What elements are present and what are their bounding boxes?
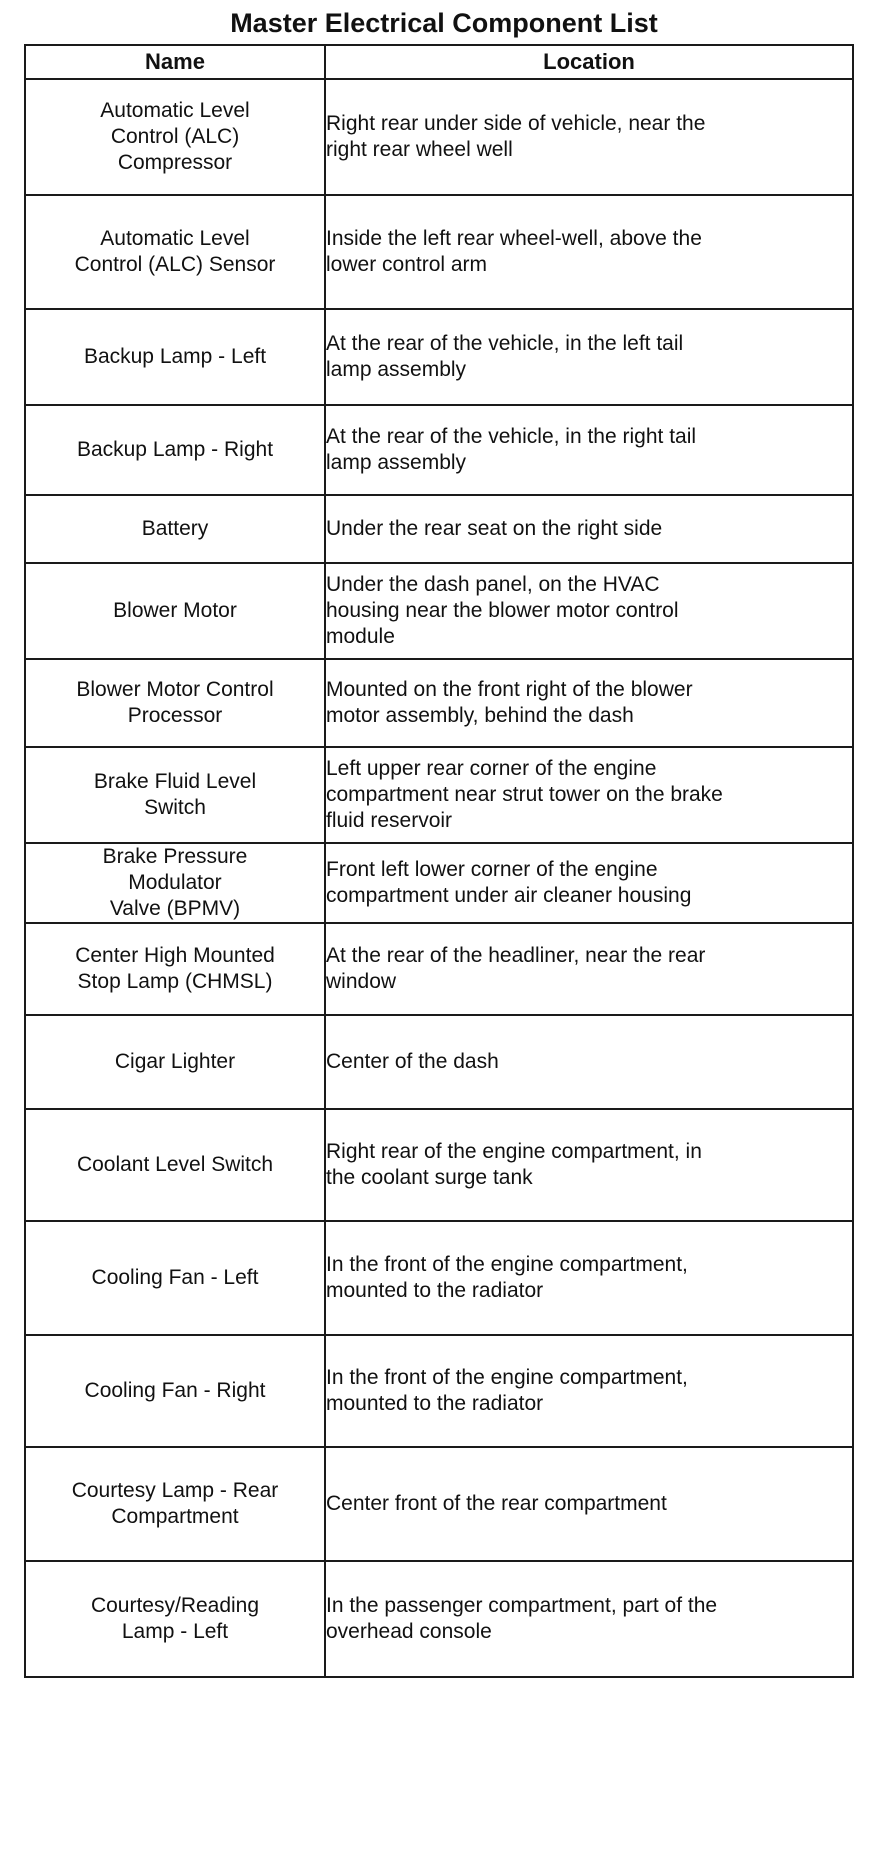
component-location: In the front of the engine compartment, mounted to the radiator <box>325 1335 853 1447</box>
component-name: Battery <box>25 495 325 563</box>
component-name: Coolant Level Switch <box>25 1109 325 1221</box>
column-header-name: Name <box>25 45 325 79</box>
table-row <box>25 1335 853 1447</box>
table-row <box>25 1561 853 1677</box>
component-location: In the passenger compartment, part of the overhead console <box>325 1561 853 1677</box>
component-name: Cigar Lighter <box>25 1015 325 1109</box>
component-location: Front left lower corner of the engine compartment under air cleaner housing <box>325 843 853 923</box>
component-location: Mounted on the front right of the blower motor assembly, behind the dash <box>325 659 853 747</box>
component-location: Center front of the rear compartment <box>325 1447 853 1561</box>
table-row <box>25 563 853 659</box>
column-header-location: Location <box>325 45 853 79</box>
component-name: Automatic Level Control (ALC) Compressor <box>25 79 325 195</box>
table-row <box>25 495 853 563</box>
component-name: Backup Lamp - Left <box>25 309 325 405</box>
table-row <box>25 79 853 195</box>
table-row <box>25 405 853 495</box>
component-name: Blower Motor Control Processor <box>25 659 325 747</box>
component-location: At the rear of the vehicle, in the left tail lamp assembly <box>325 309 853 405</box>
table-row <box>25 195 853 309</box>
component-table <box>24 44 854 1678</box>
page-title: Master Electrical Component List <box>230 8 658 38</box>
component-location: Under the rear seat on the right side <box>325 495 853 563</box>
table-row <box>25 747 853 843</box>
table-body <box>25 79 853 1677</box>
component-name: Cooling Fan - Right <box>25 1335 325 1447</box>
component-location: At the rear of the vehicle, in the right tail lamp assembly <box>325 405 853 495</box>
component-name: Courtesy Lamp - Rear Compartment <box>25 1447 325 1561</box>
component-name: Brake Fluid Level Switch <box>25 747 325 843</box>
component-name: Center High Mounted Stop Lamp (CHMSL) <box>25 923 325 1015</box>
component-location: Left upper rear corner of the engine compartment near strut tower on the brake fluid reservoir <box>325 747 853 843</box>
table-row <box>25 659 853 747</box>
table-row <box>25 843 853 923</box>
component-location: Inside the left rear wheel-well, above the lower control arm <box>325 195 853 309</box>
component-location: Right rear under side of vehicle, near the right rear wheel well <box>325 79 853 195</box>
component-name: Cooling Fan - Left <box>25 1221 325 1335</box>
component-location: Under the dash panel, on the HVAC housing near the blower motor control module <box>325 563 853 659</box>
table-header-row <box>25 45 853 79</box>
component-name: Automatic Level Control (ALC) Sensor <box>25 195 325 309</box>
component-location: In the front of the engine compartment, mounted to the radiator <box>325 1221 853 1335</box>
component-name: Backup Lamp - Right <box>25 405 325 495</box>
component-name: Blower Motor <box>25 563 325 659</box>
component-location: At the rear of the headliner, near the rear window <box>325 923 853 1015</box>
component-location: Right rear of the engine compartment, in the coolant surge tank <box>325 1109 853 1221</box>
table-row <box>25 309 853 405</box>
table-row <box>25 1109 853 1221</box>
component-name: Courtesy/Reading Lamp - Left <box>25 1561 325 1677</box>
table-row <box>25 1447 853 1561</box>
component-location: Center of the dash <box>325 1015 853 1109</box>
table-row <box>25 1015 853 1109</box>
table-row <box>25 923 853 1015</box>
table-row <box>25 1221 853 1335</box>
component-name: Brake Pressure Modulator Valve (BPMV) <box>25 843 325 923</box>
